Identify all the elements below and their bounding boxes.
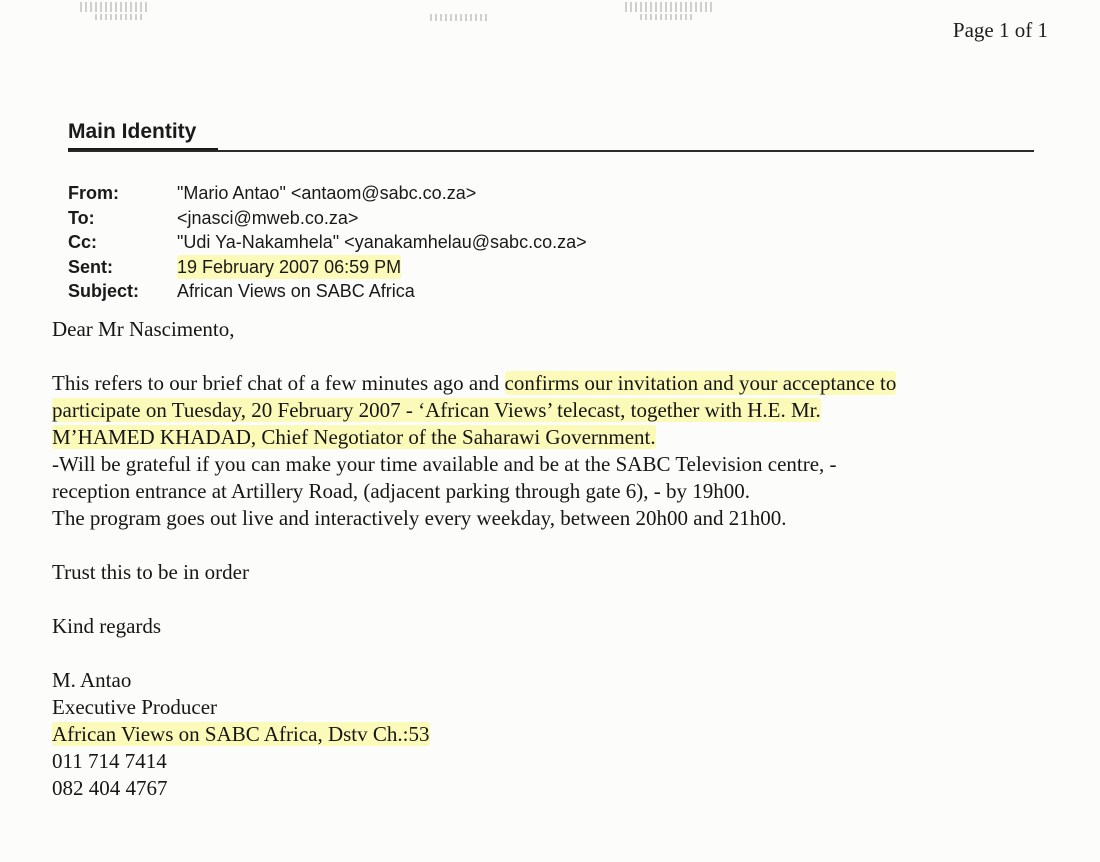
scan-artifact (95, 14, 145, 20)
header-label: Subject: (68, 281, 140, 301)
header-value-subject: African Views on SABC Africa (177, 281, 415, 301)
email-body (52, 316, 1062, 802)
header-value-to: <jnasci@mweb.co.za> (177, 207, 359, 228)
header-label: Sent: (68, 256, 113, 277)
body-line (52, 370, 1062, 397)
signature-block (52, 667, 1062, 802)
main-paragraph (52, 370, 1062, 532)
highlighted-text: confirms our invitation and your acceptance to (504, 371, 897, 395)
header-label: Cc: (68, 232, 98, 252)
identity-heading: Main Identity (68, 120, 197, 143)
body-text: This refers to our brief chat of a few minutes ago and (52, 371, 505, 395)
header-to (68, 206, 587, 231)
signature-programme: African Views on SABC Africa, Dstv Ch.:53 (52, 722, 430, 746)
closing: Kind regards (52, 614, 162, 638)
header-label: To: (68, 207, 95, 228)
signature-programme-line (52, 721, 1062, 748)
signature-phone: 011 714 7414 (52, 749, 167, 773)
signature-phone: 082 404 4767 (52, 776, 168, 800)
signature-title: Executive Producer (52, 695, 218, 719)
scan-artifact (430, 14, 490, 21)
greeting: Dear Mr Nascimento, (52, 317, 235, 341)
body-line: reception entrance at Artillery Road, (adjacent parking through gate 6), - by 19h00. (52, 479, 751, 503)
highlighted-text: M’HAMED KHADAD, Chief Negotiator of the Saharawi Government. (52, 425, 656, 449)
body-line (52, 397, 1062, 424)
page-number: Page 1 of 1 (952, 18, 1048, 42)
body-line: -Will be grateful if you can make your time available and be at the SABC Television centre, - (52, 452, 837, 476)
scan-artifact (80, 2, 150, 12)
scan-artifact (625, 2, 715, 12)
heading-divider (68, 150, 1034, 152)
header-value-sent: 19 February 2007 06:59 PM (177, 255, 401, 280)
header-sent (68, 255, 587, 280)
header-from (68, 181, 587, 206)
highlighted-text: participate on Tuesday, 20 February 2007 - ‘African Views’ telecast, together with H.E. Mr. (52, 398, 821, 422)
header-cc (68, 230, 587, 255)
header-subject (68, 279, 587, 304)
body-line: The program goes out live and interactively every weekday, between 20h00 and 21h00. (52, 506, 787, 530)
scan-artifacts (0, 0, 1100, 60)
header-value-cc: "Udi Ya-Nakamhela" <yanakamhelau@sabc.co.za> (177, 232, 587, 252)
signature-name: M. Antao (52, 668, 132, 692)
header-value-from: "Mario Antao" <antaom@sabc.co.za> (177, 183, 477, 203)
scan-artifact (640, 14, 695, 20)
header-label: From: (68, 183, 119, 203)
body-line (52, 424, 1062, 451)
email-headers (68, 181, 587, 304)
trust-line: Trust this to be in order (52, 560, 249, 584)
